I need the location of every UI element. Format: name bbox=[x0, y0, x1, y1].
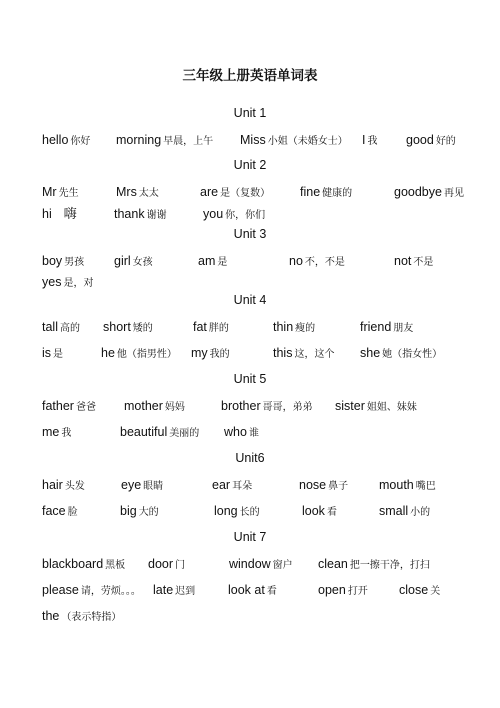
chinese-meaning: 长的 bbox=[239, 507, 260, 518]
chinese-meaning: 门 bbox=[175, 560, 186, 571]
english-word: is bbox=[42, 346, 52, 360]
english-word: tall bbox=[42, 320, 58, 334]
chinese-meaning: 小的 bbox=[410, 507, 431, 518]
english-word: he bbox=[101, 346, 115, 360]
vocab-entry bbox=[101, 345, 177, 363]
vocab-entry bbox=[360, 319, 413, 337]
chinese-meaning: 你好 bbox=[70, 136, 91, 147]
vocab-entry bbox=[191, 345, 230, 363]
vocab-entry bbox=[116, 184, 159, 202]
vocab-entry bbox=[193, 319, 229, 337]
chinese-meaning: 看 bbox=[326, 507, 337, 518]
chinese-meaning: 是，对 bbox=[63, 278, 94, 289]
english-word: this bbox=[273, 346, 293, 360]
english-word: good bbox=[406, 133, 434, 147]
vocab-entry bbox=[406, 132, 456, 150]
vocab-entry bbox=[42, 132, 90, 150]
english-word: Mr bbox=[42, 185, 57, 199]
vocab-entry bbox=[114, 206, 167, 224]
chinese-meaning: 把一擦干净，打扫 bbox=[349, 560, 430, 571]
vocab-entry bbox=[121, 477, 163, 495]
vocab-entry bbox=[103, 319, 153, 337]
chinese-meaning: 脸 bbox=[67, 507, 78, 518]
chinese-meaning: 健康的 bbox=[322, 188, 353, 199]
english-word: fat bbox=[193, 320, 207, 334]
english-word: clean bbox=[318, 557, 348, 571]
english-word: big bbox=[120, 504, 137, 518]
chinese-meaning: 嗨 bbox=[63, 207, 77, 222]
vocab-entry bbox=[318, 556, 430, 574]
chinese-meaning: 关 bbox=[430, 586, 441, 597]
english-word: open bbox=[318, 583, 346, 597]
english-word: I bbox=[362, 133, 366, 147]
chinese-meaning: 瘦的 bbox=[295, 323, 316, 334]
english-word: boy bbox=[42, 254, 63, 268]
english-word: yes bbox=[42, 275, 62, 289]
english-word: girl bbox=[114, 254, 131, 268]
english-word: look bbox=[302, 504, 325, 518]
vocab-entry bbox=[42, 608, 121, 626]
vocab-entry bbox=[362, 132, 377, 150]
vocab-entry bbox=[394, 253, 433, 271]
vocab-entry bbox=[379, 477, 436, 495]
chinese-meaning: 先生 bbox=[58, 188, 79, 199]
vocab-entry bbox=[42, 398, 96, 416]
chinese-meaning: 不，不是 bbox=[304, 257, 345, 268]
vocab-entry bbox=[273, 345, 334, 363]
english-word: Mrs bbox=[116, 185, 137, 199]
vocab-entry bbox=[42, 424, 71, 442]
chinese-meaning: 小姐（未婚女士） bbox=[267, 136, 348, 147]
chinese-meaning: 看 bbox=[266, 586, 277, 597]
vocab-entry bbox=[42, 477, 85, 495]
english-word: thin bbox=[273, 320, 294, 334]
chinese-meaning: 耳朵 bbox=[232, 481, 253, 492]
english-word: mother bbox=[124, 399, 163, 413]
english-word: nose bbox=[299, 478, 327, 492]
english-word: me bbox=[42, 425, 60, 439]
chinese-meaning: 不是 bbox=[413, 257, 434, 268]
english-word: father bbox=[42, 399, 74, 413]
vocab-entry bbox=[212, 477, 252, 495]
chinese-meaning: 他（指男性） bbox=[116, 349, 177, 360]
vocab-entry bbox=[42, 556, 125, 574]
vocab-entry bbox=[399, 582, 440, 600]
vocab-entry bbox=[42, 345, 63, 363]
vocab-entry bbox=[42, 206, 77, 223]
chinese-meaning: 是（复数） bbox=[220, 188, 271, 199]
chinese-meaning: 这，这个 bbox=[294, 349, 335, 360]
chinese-meaning: 是 bbox=[53, 349, 64, 360]
english-word: the bbox=[42, 609, 60, 623]
english-word: mouth bbox=[379, 478, 414, 492]
chinese-meaning: 我 bbox=[61, 428, 72, 439]
vocab-entry bbox=[318, 582, 368, 600]
english-word: door bbox=[148, 557, 174, 571]
english-word: morning bbox=[116, 133, 162, 147]
english-word: blackboard bbox=[42, 557, 104, 571]
english-word: am bbox=[198, 254, 216, 268]
vocab-entry bbox=[289, 253, 345, 271]
english-word: no bbox=[289, 254, 303, 268]
chinese-meaning: 哥哥，弟弟 bbox=[262, 402, 313, 413]
chinese-meaning: 男孩 bbox=[64, 257, 85, 268]
vocab-entry bbox=[299, 477, 348, 495]
english-word: hi bbox=[42, 207, 52, 221]
vocab-entry bbox=[240, 132, 348, 150]
english-word: sister bbox=[335, 399, 365, 413]
english-word: look at bbox=[228, 583, 265, 597]
page-title: 三年级上册英语单词表 bbox=[182, 68, 318, 84]
chinese-meaning: 妈妈 bbox=[164, 402, 185, 413]
english-word: hair bbox=[42, 478, 63, 492]
english-word: ear bbox=[212, 478, 231, 492]
vocab-entry bbox=[153, 582, 195, 600]
vocab-entry bbox=[42, 582, 141, 600]
vocab-entry bbox=[148, 556, 185, 574]
chinese-meaning: 你，你们 bbox=[225, 210, 266, 221]
english-word: please bbox=[42, 583, 79, 597]
vocab-entry bbox=[203, 206, 265, 224]
vocab-entry bbox=[200, 184, 270, 202]
chinese-meaning: 眼睛 bbox=[143, 481, 164, 492]
vocab-entry bbox=[120, 424, 199, 442]
chinese-meaning: 美丽的 bbox=[169, 428, 200, 439]
english-word: hello bbox=[42, 133, 69, 147]
vocab-entry bbox=[198, 253, 227, 271]
chinese-meaning: （表示特指） bbox=[61, 612, 122, 623]
english-word: late bbox=[153, 583, 174, 597]
chinese-meaning: 嘴巴 bbox=[415, 481, 436, 492]
vocab-entry bbox=[221, 398, 313, 416]
english-word: are bbox=[200, 185, 219, 199]
english-word: window bbox=[229, 557, 271, 571]
chinese-meaning: 我 bbox=[367, 136, 378, 147]
english-word: who bbox=[224, 425, 247, 439]
unit-heading: Unit 7 bbox=[233, 530, 267, 544]
vocab-entry bbox=[42, 503, 78, 521]
english-word: Miss bbox=[240, 133, 266, 147]
english-word: face bbox=[42, 504, 66, 518]
chinese-meaning: 姐姐、妹妹 bbox=[366, 402, 417, 413]
chinese-meaning: 大的 bbox=[138, 507, 159, 518]
vocab-entry bbox=[42, 274, 93, 292]
english-word: short bbox=[103, 320, 131, 334]
english-word: not bbox=[394, 254, 412, 268]
english-word: long bbox=[214, 504, 238, 518]
chinese-meaning: 朋友 bbox=[393, 323, 414, 334]
chinese-meaning: 太太 bbox=[138, 188, 159, 199]
chinese-meaning: 请，劳烦。。。 bbox=[80, 586, 141, 597]
unit-heading: Unit 3 bbox=[233, 227, 267, 241]
chinese-meaning: 头发 bbox=[64, 481, 85, 492]
vocab-entry bbox=[273, 319, 315, 337]
chinese-meaning: 好的 bbox=[435, 136, 456, 147]
english-word: fine bbox=[300, 185, 321, 199]
vocab-entry bbox=[214, 503, 260, 521]
unit-heading: Unit6 bbox=[235, 451, 265, 465]
chinese-meaning: 谢谢 bbox=[146, 210, 167, 221]
english-word: friend bbox=[360, 320, 392, 334]
chinese-meaning: 迟到 bbox=[175, 586, 196, 597]
english-word: close bbox=[399, 583, 429, 597]
chinese-meaning: 鼻子 bbox=[328, 481, 349, 492]
chinese-meaning: 她（指女性） bbox=[382, 349, 443, 360]
vocab-entry bbox=[379, 503, 430, 521]
chinese-meaning: 高的 bbox=[59, 323, 80, 334]
vocab-entry bbox=[394, 184, 464, 202]
unit-heading: Unit 1 bbox=[233, 106, 267, 120]
chinese-meaning: 矮的 bbox=[132, 323, 153, 334]
vocab-entry bbox=[360, 345, 442, 363]
vocab-entry bbox=[124, 398, 185, 416]
vocab-entry bbox=[42, 319, 80, 337]
vocab-entry bbox=[224, 424, 259, 442]
vocab-entry bbox=[116, 132, 213, 150]
chinese-meaning: 胖的 bbox=[208, 323, 229, 334]
vocab-entry bbox=[120, 503, 159, 521]
english-word: small bbox=[379, 504, 409, 518]
english-word: beautiful bbox=[120, 425, 168, 439]
vocab-entry bbox=[300, 184, 352, 202]
english-word: eye bbox=[121, 478, 142, 492]
english-word: brother bbox=[221, 399, 261, 413]
english-word: my bbox=[191, 346, 208, 360]
english-word: goodbye bbox=[394, 185, 442, 199]
vocab-entry bbox=[335, 398, 417, 416]
chinese-meaning: 是 bbox=[217, 257, 228, 268]
chinese-meaning: 女孩 bbox=[132, 257, 153, 268]
chinese-meaning: 窗户 bbox=[272, 560, 293, 571]
vocab-entry bbox=[42, 184, 79, 202]
english-word: thank bbox=[114, 207, 145, 221]
english-word: you bbox=[203, 207, 224, 221]
vocab-entry bbox=[302, 503, 337, 521]
unit-heading: Unit 4 bbox=[233, 293, 267, 307]
english-word: she bbox=[360, 346, 381, 360]
vocab-entry bbox=[42, 253, 84, 271]
chinese-meaning: 我的 bbox=[209, 349, 230, 360]
chinese-meaning: 谁 bbox=[248, 428, 259, 439]
vocab-entry bbox=[229, 556, 293, 574]
vocab-entry bbox=[114, 253, 153, 271]
chinese-meaning: 黑板 bbox=[105, 560, 126, 571]
vocab-entry bbox=[228, 582, 277, 600]
unit-heading: Unit 2 bbox=[233, 158, 267, 172]
chinese-meaning: 早晨，上午 bbox=[163, 136, 214, 147]
unit-heading: Unit 5 bbox=[233, 372, 267, 386]
chinese-meaning: 爸爸 bbox=[75, 402, 96, 413]
chinese-meaning: 再见 bbox=[443, 188, 464, 199]
chinese-meaning: 打开 bbox=[347, 586, 368, 597]
